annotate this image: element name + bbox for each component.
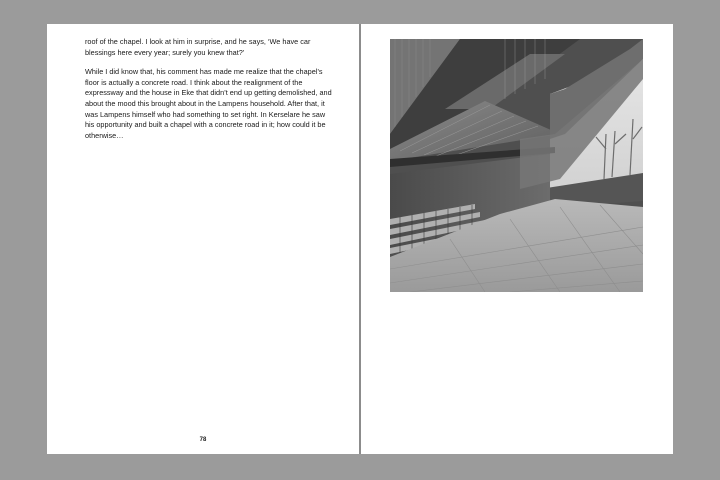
left-page (47, 24, 359, 454)
body-text (85, 37, 335, 150)
book-spread (47, 24, 673, 454)
right-page (361, 24, 673, 454)
page-number: 78 (199, 437, 207, 443)
chapel-photo (390, 39, 643, 292)
paragraph-2: While I did know that, his comment has made me realize that the chapel’s floor is actually a concrete road. I think about the realignment of the expressway and the house in Eke that didn’t end up getting demolished, and about the mood this brought about in the Lampens household. After that, it was Lampens himself who had something to set right. In Kerselare he saw his opportunity and built a chapel with a concrete road in it; how could it be otherwise… (85, 67, 332, 140)
paragraph-1: roof of the chapel. I look at him in surprise, and he says, ‘We have car blessings here every year; surely you knew that?’ (85, 37, 311, 57)
